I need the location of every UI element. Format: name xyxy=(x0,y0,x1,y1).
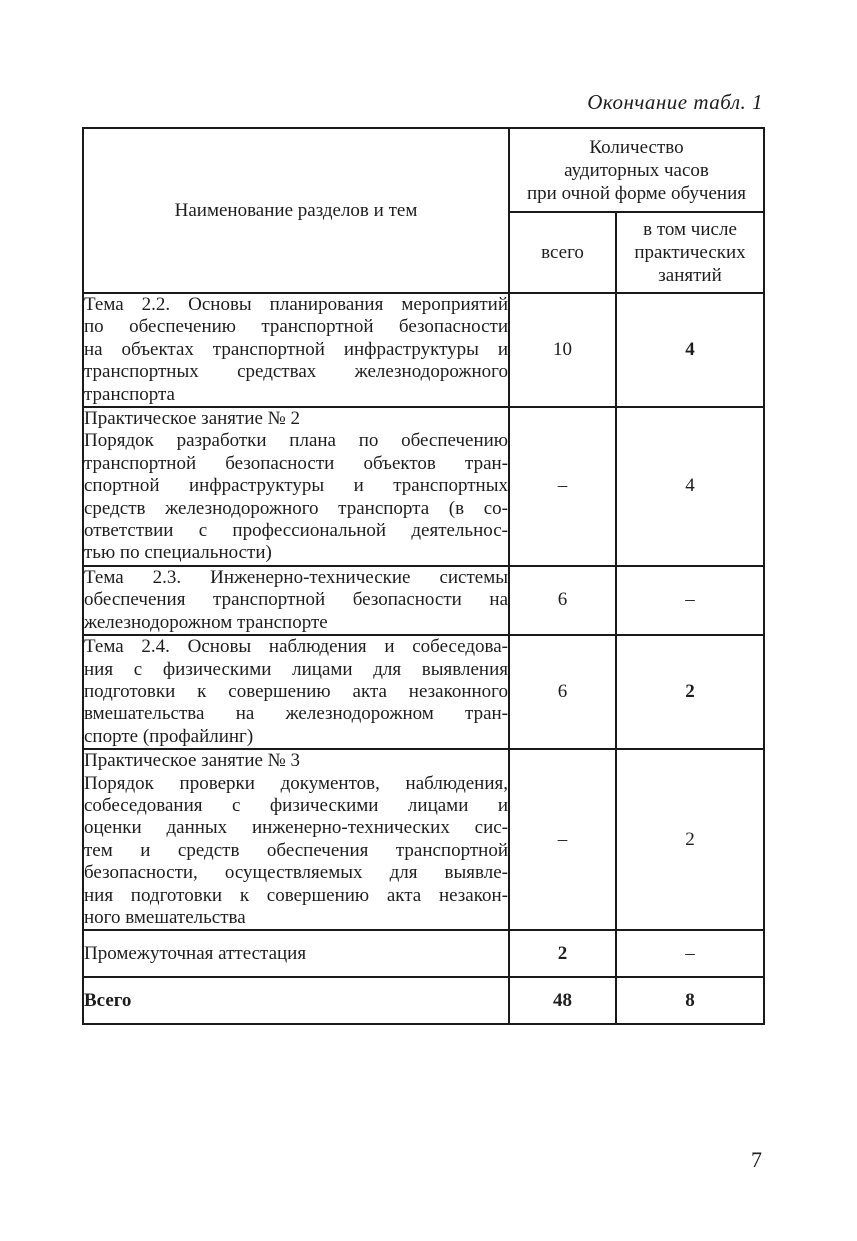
row-practical-hours: 2 xyxy=(616,635,764,749)
table-row xyxy=(83,749,764,930)
row-name-line: транспорта xyxy=(84,383,175,405)
row-name-cell xyxy=(83,930,509,977)
row-name-line: Практическое занятие № 2 xyxy=(84,408,301,430)
row-name-line: спорте (профайлинг) xyxy=(84,725,254,747)
page-number: 7 xyxy=(751,1147,762,1172)
row-name-line: транспортных средствах железнодорожного xyxy=(84,361,508,383)
row-name-line: Всего xyxy=(84,989,132,1011)
row-name-line: Тема 2.3. Инженерно-технические системы xyxy=(84,566,508,588)
row-name-line: тем и средств обеспечения транспортной xyxy=(84,839,508,861)
row-name-cell xyxy=(83,635,509,749)
table-row xyxy=(83,977,764,1024)
row-practical-hours: – xyxy=(616,566,764,635)
table-row xyxy=(83,635,764,749)
row-name-line: ответствии с профессиональной деятельнос- xyxy=(84,520,508,542)
row-total-hours: – xyxy=(509,407,616,566)
row-total-hours: 6 xyxy=(509,566,616,635)
row-total-hours: 10 xyxy=(509,293,616,407)
row-name-line: безопасности, осуществляемых для выявле- xyxy=(84,862,508,884)
column-header-hours-group xyxy=(509,128,764,212)
table-body xyxy=(83,293,764,1024)
row-name-line: вмешательства на железнодорожном тран- xyxy=(84,703,508,725)
row-total-hours: 6 xyxy=(509,635,616,749)
row-name-line: на объектах транспортной инфраструктуры и xyxy=(84,338,508,360)
table-row xyxy=(83,930,764,977)
table-row xyxy=(83,566,764,635)
table-caption: Окончание табл. 1 xyxy=(587,90,763,114)
practical-header-line: занятий xyxy=(658,265,722,286)
row-name-line: собеседования с физическими лицами и xyxy=(84,794,508,816)
column-header-name: Наименование разделов и тем xyxy=(83,128,509,293)
row-practical-hours: 2 xyxy=(616,749,764,930)
row-name-line: ного вмешательства xyxy=(84,906,246,928)
row-name-line: ния с физическими лицами для выявления xyxy=(84,658,508,680)
row-name-line: транспортной безопасности объектов тран- xyxy=(84,452,508,474)
row-practical-hours: 4 xyxy=(616,407,764,566)
row-name-cell xyxy=(83,407,509,566)
row-name-line: Практическое занятие № 3 xyxy=(84,750,301,772)
table-row xyxy=(83,407,764,566)
practical-header-line: практических xyxy=(634,242,746,263)
row-name-cell xyxy=(83,749,509,930)
row-name-line: железнодорожном транспорте xyxy=(84,611,328,633)
table-header xyxy=(83,128,764,293)
row-total-hours: 48 xyxy=(509,977,616,1024)
row-practical-hours: 8 xyxy=(616,977,764,1024)
column-header-total: всего xyxy=(509,212,616,293)
row-name-line: средств железнодорожного транспорта (в со- xyxy=(84,497,508,519)
header-row-top xyxy=(83,128,764,212)
table-row xyxy=(83,293,764,407)
hours-group-line: Количество xyxy=(589,136,684,158)
row-name-line: подготовки к совершению акта незаконного xyxy=(84,680,508,702)
row-name-line: ния подготовки к совершению акта незакон- xyxy=(84,884,508,906)
row-name-line: Промежуточная аттестация xyxy=(84,942,307,964)
column-header-practical xyxy=(616,212,764,293)
row-total-hours: 2 xyxy=(509,930,616,977)
row-name-line: Порядок разработки плана по обеспечению xyxy=(84,430,508,452)
row-name-cell xyxy=(83,293,509,407)
row-practical-hours: – xyxy=(616,930,764,977)
hours-table xyxy=(82,127,765,1025)
practical-header-line: в том числе xyxy=(643,219,737,240)
row-name-line: спортной инфраструктуры и транспортных xyxy=(84,475,508,497)
row-name-line: Тема 2.4. Основы наблюдения и собеседова- xyxy=(84,636,508,658)
hours-group-line: аудиторных часов xyxy=(564,159,709,181)
row-name-cell xyxy=(83,566,509,635)
row-total-hours: – xyxy=(509,749,616,930)
row-name-line: Порядок проверки документов, наблюдения, xyxy=(84,772,508,794)
row-name-line: по обеспечению транспортной безопасности xyxy=(84,316,508,338)
hours-group-line: при очной форме обучения xyxy=(527,182,746,204)
row-name-line: тью по специальности) xyxy=(84,542,272,564)
row-name-line: оценки данных инженерно-технических сис- xyxy=(84,817,508,839)
row-name-cell xyxy=(83,977,509,1024)
row-name-line: обеспечения транспортной безопасности на xyxy=(84,589,508,611)
row-name-line: Тема 2.2. Основы планирования мероприятий xyxy=(84,294,508,315)
row-practical-hours: 4 xyxy=(616,293,764,407)
